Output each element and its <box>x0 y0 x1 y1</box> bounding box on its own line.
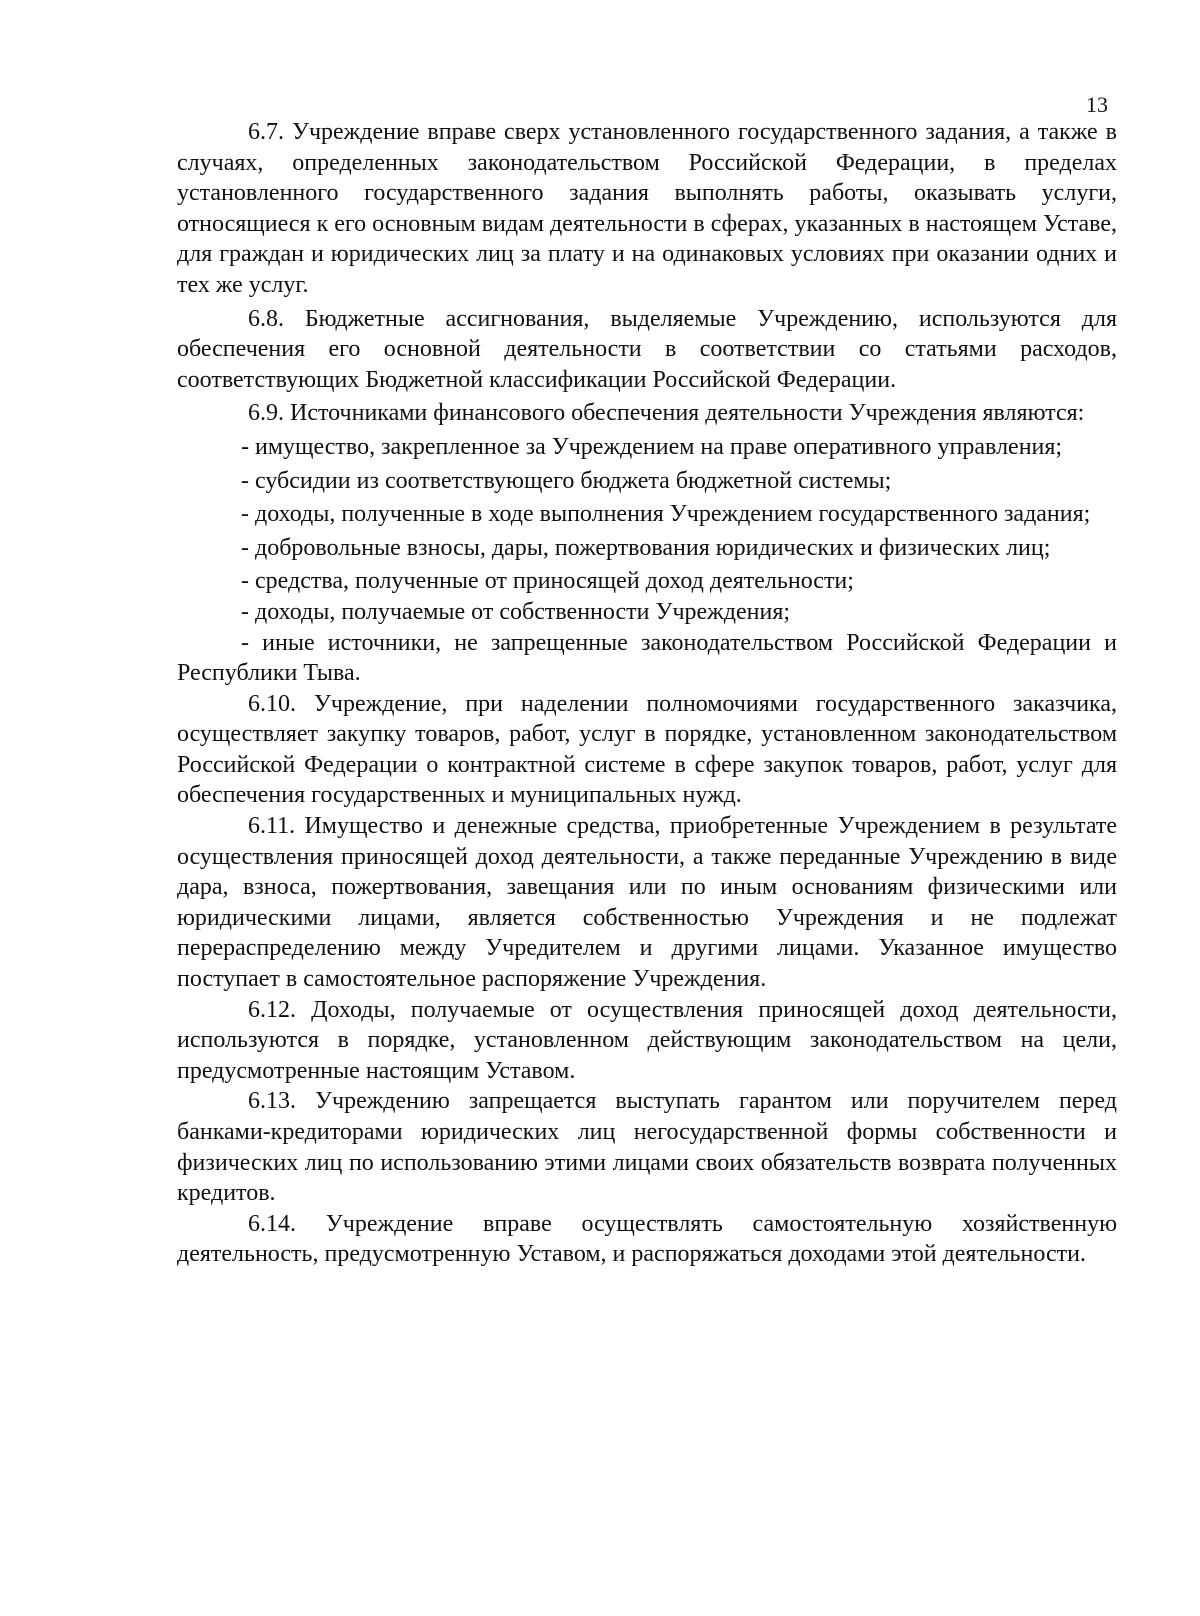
paragraph-6-10: 6.10. Учреждение, при наделении полномочиями государственного заказчика, осуществляет закупку товаров, работ, услуг в порядке, установленном законодательством Российской Федерации о контрактной системе в сфере закупок товаров, работ, услуг для обеспечения государственных и муниципальных нужд. <box>177 690 1117 809</box>
paragraph-6-12: 6.12. Доходы, получаемые от осуществления приносящей доход деятельности, используются в порядке, установленном действующим законодательством на цели, предусмотренные настоящим Уставом. <box>177 996 1117 1084</box>
document-body <box>177 117 1117 1270</box>
list-item: - доходы, полученные в ходе выполнения Учреждением государственного задания; <box>241 501 1091 528</box>
list-item: - субсидии из соответствующего бюджета бюджетной системы; <box>241 467 892 494</box>
page-number: 13 <box>1086 92 1108 117</box>
list-item: - средства, полученные от приносящей доход деятельности; <box>241 568 854 595</box>
funding-sources-list <box>177 432 1117 689</box>
list-item: - имущество, закрепленное за Учреждением на праве оперативного управления; <box>241 433 1063 460</box>
paragraph-6-14: 6.14. Учреждение вправе осуществлять самостоятельную хозяйственную деятельность, предусмотренную Уставом, и распоряжаться доходами этой деятельности. <box>177 1210 1117 1268</box>
paragraph-6-8: 6.8. Бюджетные ассигнования, выделяемые Учреждению, используются для обеспечения его основной деятельности в соответствии со статьями расходов, соответствующих Бюджетной классификации Российской Федерации. <box>177 305 1117 393</box>
list-item: - иные источники, не запрещенные законодательством Российской Федерации и Республики Тыва. <box>177 629 1117 687</box>
paragraph-6-7: 6.7. Учреждение вправе сверх установленного государственного задания, а также в случаях, определенных законодательством Российской Федерации, в пределах установленного государственного задания выполнять работы, оказывать услуги, относящиеся к его основным видам деятельности в сферах, указанных в настоящем Уставе, для граждан и юридических лиц за плату и на одинаковых условиях при оказании одних и тех же услуг. <box>177 119 1117 298</box>
paragraph-6-11: 6.11. Имущество и денежные средства, приобретенные Учреждением в результате осуществления приносящей доход деятельности, а также переданные Учреждению в виде дара, взноса, пожертвования, завещания или по иным основаниям физическими или юридическими лицами, является собственностью Учреждения и не подлежат перераспределению между Учредителем и другими лицами. Указанное имущество поступает в самостоятельное распоряжение Учреждения. <box>177 813 1117 993</box>
paragraph-6-9: 6.9. Источниками финансового обеспечения деятельности Учреждения являются: <box>248 400 1085 427</box>
list-item: - доходы, получаемые от собственности Учреждения; <box>241 598 791 625</box>
list-item: - добровольные взносы, дары, пожертвования юридических и физических лиц; <box>241 534 1051 561</box>
paragraph-6-13: 6.13. Учреждению запрещается выступать гарантом или поручителем перед банками-кредиторами юридических лиц негосударственной формы собственности и физических лиц по использованию этими лицами своих обязательств возврата полученных кредитов. <box>177 1088 1117 1207</box>
